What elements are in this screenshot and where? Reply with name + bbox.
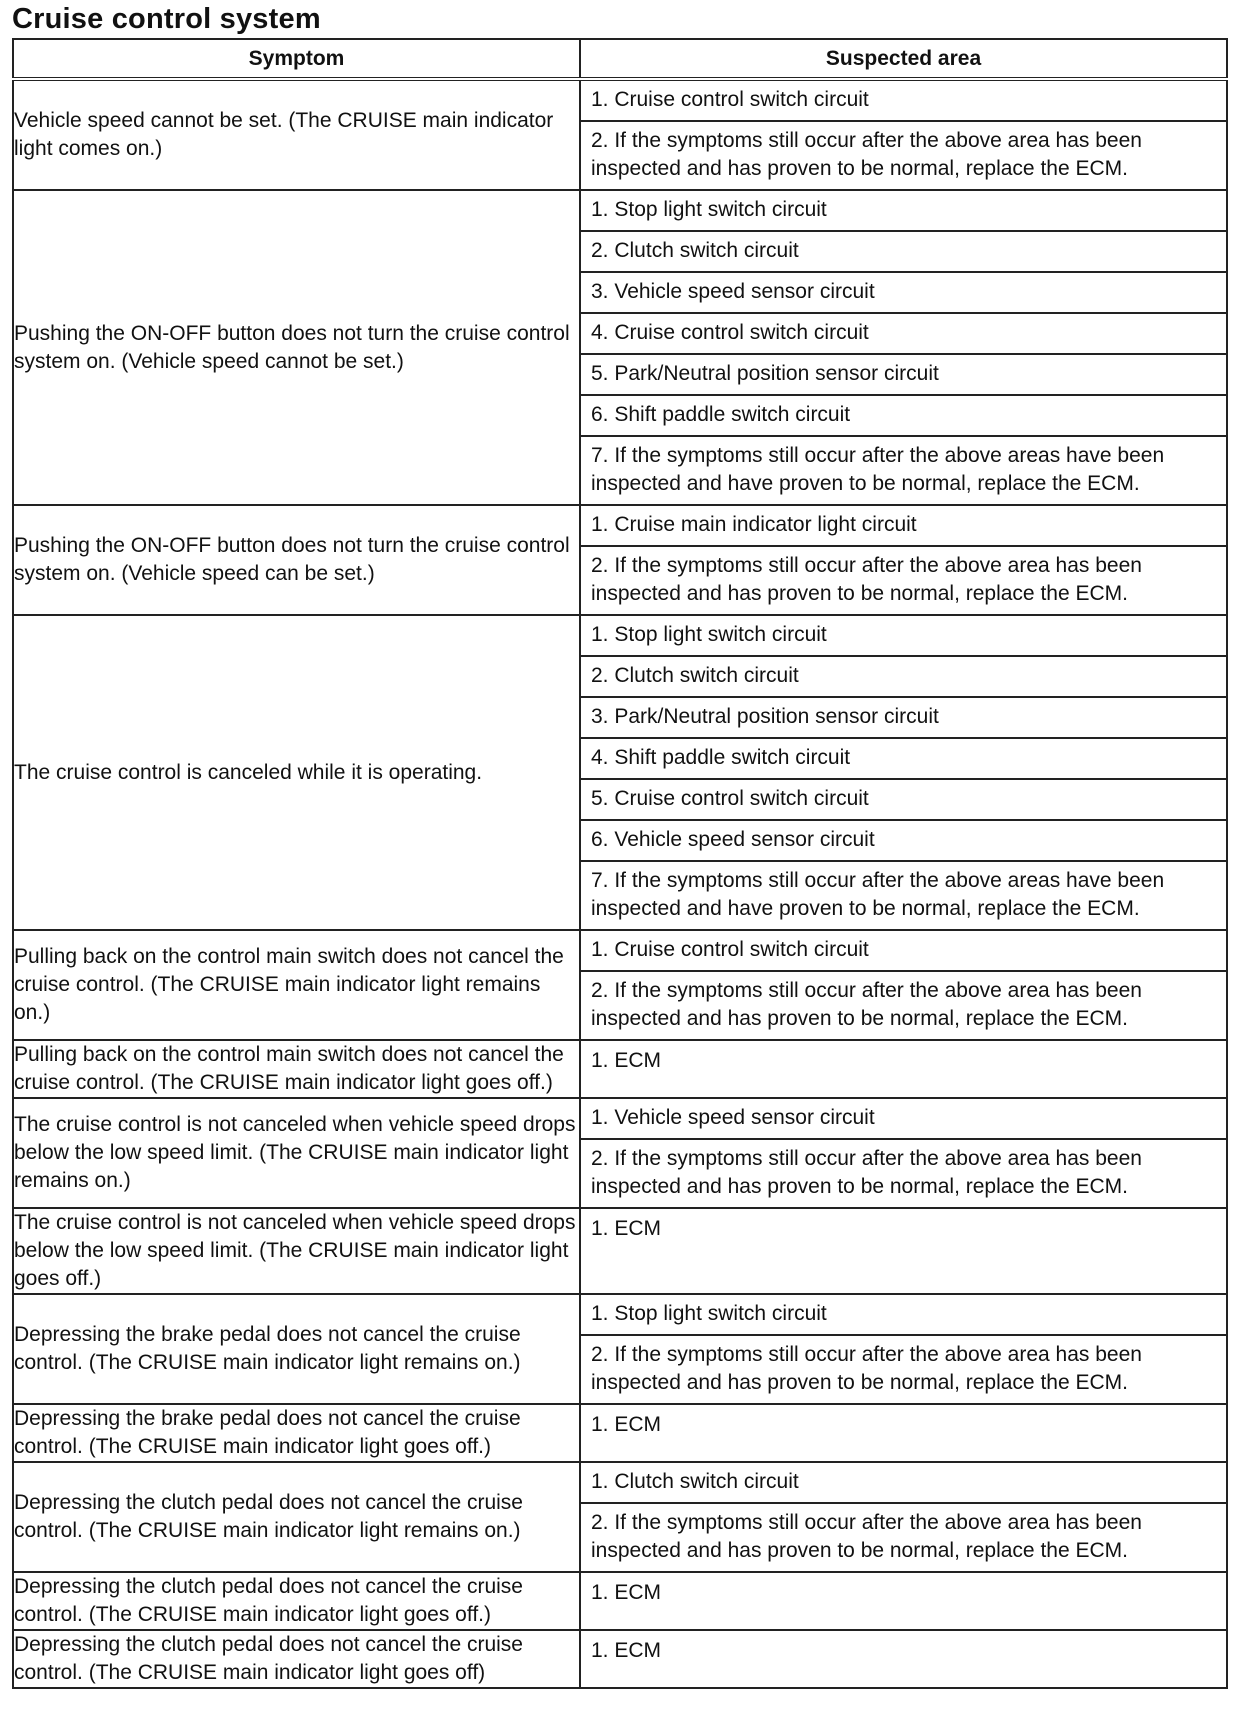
table-header-row <box>13 39 1227 79</box>
suspected-area-item: 1. Cruise main indicator light circuit <box>581 506 1226 547</box>
suspected-area-item: 1. Clutch switch circuit <box>581 1463 1226 1504</box>
suspected-area-cell <box>580 1572 1227 1630</box>
suspected-area-item: 1. ECM <box>591 1581 662 1604</box>
suspected-area-cell <box>580 930 1227 1040</box>
suspected-area-item: 2. Clutch switch circuit <box>581 657 1226 698</box>
symptom-cell: Depressing the clutch pedal does not cancel the cruise control. (The CRUISE main indicator light goes off.) <box>13 1572 580 1630</box>
suspected-area-cell <box>580 1040 1227 1098</box>
suspected-area-item: 2. Clutch switch circuit <box>581 232 1226 273</box>
suspected-area-item: 2. If the symptoms still occur after the above area has been inspected and has proven to be normal, replace the ECM. <box>591 1343 1142 1394</box>
suspected-area-item: 1. Cruise control switch circuit <box>581 81 1226 122</box>
suspected-area-item: 2. If the symptoms still occur after the above area has been inspected and has proven to be normal, replace the ECM. <box>591 1511 1142 1562</box>
suspected-area-item: 4. Cruise control switch circuit <box>581 314 1226 355</box>
suspected-area-item: 1. ECM <box>591 1217 662 1240</box>
suspected-area-item: 2. If the symptoms still occur after the above area has been inspected and has proven to be normal, replace the ECM. <box>591 979 1142 1030</box>
table-row <box>13 1208 1227 1294</box>
suspected-area-item: 3. Park/Neutral position sensor circuit <box>581 698 1226 739</box>
suspected-area-item: 5. Park/Neutral position sensor circuit <box>581 355 1226 396</box>
suspected-area-cell <box>580 79 1227 190</box>
suspected-area-item: 3. Vehicle speed sensor circuit <box>581 273 1226 314</box>
suspected-area-cell <box>580 1462 1227 1572</box>
symptom-cell: Pushing the ON-OFF button does not turn the cruise control system on. (Vehicle speed cannot be set.) <box>13 190 580 505</box>
table-row <box>13 1404 1227 1462</box>
table-row <box>13 505 1227 615</box>
symptom-cell: Vehicle speed cannot be set. (The CRUISE main indicator light comes on.) <box>13 79 580 190</box>
suspected-area-cell <box>580 190 1227 505</box>
suspected-area-item: 2. If the symptoms still occur after the above area has been inspected and has proven to be normal, replace the ECM. <box>591 129 1142 180</box>
suspected-area-cell <box>580 1208 1227 1294</box>
page-title: Cruise control system <box>12 3 321 35</box>
table-row <box>13 1630 1227 1688</box>
suspected-area-item: 6. Vehicle speed sensor circuit <box>581 821 1226 862</box>
suspected-area-item: 1. Stop light switch circuit <box>581 616 1226 657</box>
suspected-area-item: 7. If the symptoms still occur after the above areas have been inspected and have proven to be normal, replace the ECM. <box>591 869 1165 920</box>
symptom-column-header: Symptom <box>13 39 580 79</box>
suspected-area-item: 1. Stop light switch circuit <box>581 1295 1226 1336</box>
table-row <box>13 615 1227 930</box>
symptom-cell: Depressing the clutch pedal does not cancel the cruise control. (The CRUISE main indicator light remains on.) <box>13 1462 580 1572</box>
table-row <box>13 190 1227 505</box>
suspected-area-item: 1. Cruise control switch circuit <box>581 931 1226 972</box>
suspected-area-cell <box>580 1630 1227 1688</box>
symptom-cell: The cruise control is not canceled when vehicle speed drops below the low speed limit. (The CRUISE main indicator light goes off.) <box>13 1208 580 1294</box>
symptom-cell: The cruise control is canceled while it is operating. <box>13 615 580 930</box>
table-row <box>13 1098 1227 1208</box>
table-row <box>13 1294 1227 1404</box>
suspected-area-item: 2. If the symptoms still occur after the above area has been inspected and has proven to be normal, replace the ECM. <box>591 1147 1142 1198</box>
suspected-area-cell <box>580 1294 1227 1404</box>
table-row <box>13 1462 1227 1572</box>
suspected-area-item: 1. ECM <box>591 1413 662 1436</box>
table-row <box>13 1572 1227 1630</box>
troubleshooting-table <box>12 38 1228 1689</box>
symptom-cell: Pulling back on the control main switch does not cancel the cruise control. (The CRUISE main indicator light remains on.) <box>13 930 580 1040</box>
suspected-area-item: 4. Shift paddle switch circuit <box>581 739 1226 780</box>
symptom-cell: The cruise control is not canceled when vehicle speed drops below the low speed limit. (The CRUISE main indicator light remains on.) <box>13 1098 580 1208</box>
suspected-area-item: 7. If the symptoms still occur after the above areas have been inspected and have proven to be normal, replace the ECM. <box>591 444 1165 495</box>
symptom-cell: Pushing the ON-OFF button does not turn the cruise control system on. (Vehicle speed can be set.) <box>13 505 580 615</box>
suspected-area-item: 2. If the symptoms still occur after the above area has been inspected and has proven to be normal, replace the ECM. <box>591 554 1142 605</box>
suspected-area-item: 1. ECM <box>591 1639 662 1662</box>
suspected-area-item: 1. ECM <box>591 1049 662 1072</box>
suspected-area-cell <box>580 1404 1227 1462</box>
symptom-cell: Pulling back on the control main switch does not cancel the cruise control. (The CRUISE main indicator light goes off.) <box>13 1040 580 1098</box>
suspected-area-item: 1. Stop light switch circuit <box>581 191 1226 232</box>
table-row <box>13 1040 1227 1098</box>
suspected-area-cell <box>580 615 1227 930</box>
table-row <box>13 79 1227 190</box>
suspected-area-column-header: Suspected area <box>580 39 1227 79</box>
symptom-cell: Depressing the brake pedal does not cancel the cruise control. (The CRUISE main indicator light goes off.) <box>13 1404 580 1462</box>
suspected-area-cell <box>580 505 1227 615</box>
suspected-area-cell <box>580 1098 1227 1208</box>
table-row <box>13 930 1227 1040</box>
symptom-cell: Depressing the clutch pedal does not cancel the cruise control. (The CRUISE main indicator light goes off) <box>13 1630 580 1688</box>
symptom-cell: Depressing the brake pedal does not cancel the cruise control. (The CRUISE main indicator light remains on.) <box>13 1294 580 1404</box>
suspected-area-item: 6. Shift paddle switch circuit <box>581 396 1226 437</box>
suspected-area-item: 5. Cruise control switch circuit <box>581 780 1226 821</box>
table-body <box>13 79 1227 1688</box>
suspected-area-item: 1. Vehicle speed sensor circuit <box>581 1099 1226 1140</box>
